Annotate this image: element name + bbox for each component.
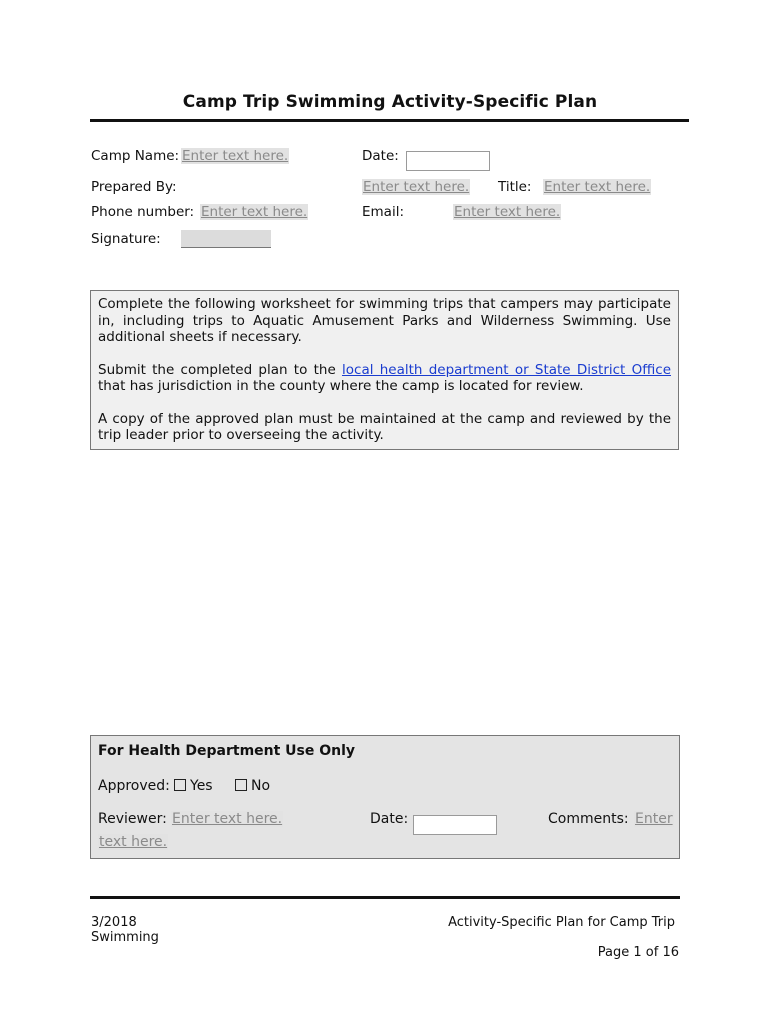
approved-yes-option[interactable] xyxy=(174,778,213,794)
instructions-paragraph-3: A copy of the approved plan must be maintained at the camp and reviewed by the trip leader prior to overseeing the activity. xyxy=(98,410,671,443)
comments-label: Comments: xyxy=(548,811,629,827)
title-field[interactable]: Enter text here. xyxy=(544,179,651,195)
email-label: Email: xyxy=(362,204,405,220)
prepared-by-field[interactable]: Enter text here. xyxy=(363,179,470,195)
yes-label: Yes xyxy=(190,778,213,794)
review-date-field[interactable] xyxy=(413,815,497,835)
signature-field[interactable] xyxy=(181,230,271,248)
footer-activity: Swimming xyxy=(91,930,159,945)
instructions-text: that has jurisdiction in the county where the camp is located for review. xyxy=(98,378,584,394)
instructions-paragraph-1: Complete the following worksheet for swimming trips that campers may participate in, including trips to Aquatic Amusement Parks and Wilderness Swimming. Use additional sheets if necessary. xyxy=(98,296,671,345)
footer-divider xyxy=(90,896,680,899)
date-label: Date: xyxy=(362,148,399,164)
comments-field-line2[interactable]: text here. xyxy=(99,834,168,850)
instructions-box xyxy=(90,290,679,450)
approved-no-option[interactable] xyxy=(235,778,270,794)
comments-field-line1[interactable]: Enter xyxy=(635,811,673,827)
no-label: No xyxy=(251,778,271,794)
instructions-text: Submit the completed plan to the xyxy=(98,361,343,378)
title-label: Title: xyxy=(498,179,532,195)
camp-name-label: Camp Name: xyxy=(91,148,180,164)
reviewer-field[interactable]: Enter text here. xyxy=(172,811,283,827)
prepared-by-label: Prepared By: xyxy=(91,179,177,195)
approved-label: Approved: xyxy=(98,778,170,794)
footer-doc-title: Activity-Specific Plan for Camp Trip xyxy=(448,915,675,930)
no-checkbox[interactable] xyxy=(235,779,247,791)
signature-label: Signature: xyxy=(91,231,161,247)
phone-label: Phone number: xyxy=(91,204,195,220)
phone-field[interactable]: Enter text here. xyxy=(201,204,308,220)
title-divider xyxy=(90,119,689,122)
reviewer-label: Reviewer: xyxy=(98,811,167,827)
page-number: Page 1 of 16 xyxy=(597,945,679,960)
health-department-heading: For Health Department Use Only xyxy=(98,743,356,759)
review-date-label: Date: xyxy=(370,811,409,827)
health-department-box xyxy=(90,735,680,859)
email-field[interactable]: Enter text here. xyxy=(454,204,561,220)
health-department-link[interactable]: local health department or State District Office xyxy=(342,361,671,378)
yes-checkbox[interactable] xyxy=(174,779,186,791)
instructions-paragraph-2 xyxy=(98,362,671,395)
camp-name-field[interactable]: Enter text here. xyxy=(182,148,289,164)
date-field[interactable] xyxy=(406,151,490,171)
document-title: Camp Trip Swimming Activity-Specific Plan xyxy=(182,92,598,112)
footer-date: 3/2018 xyxy=(91,915,137,930)
